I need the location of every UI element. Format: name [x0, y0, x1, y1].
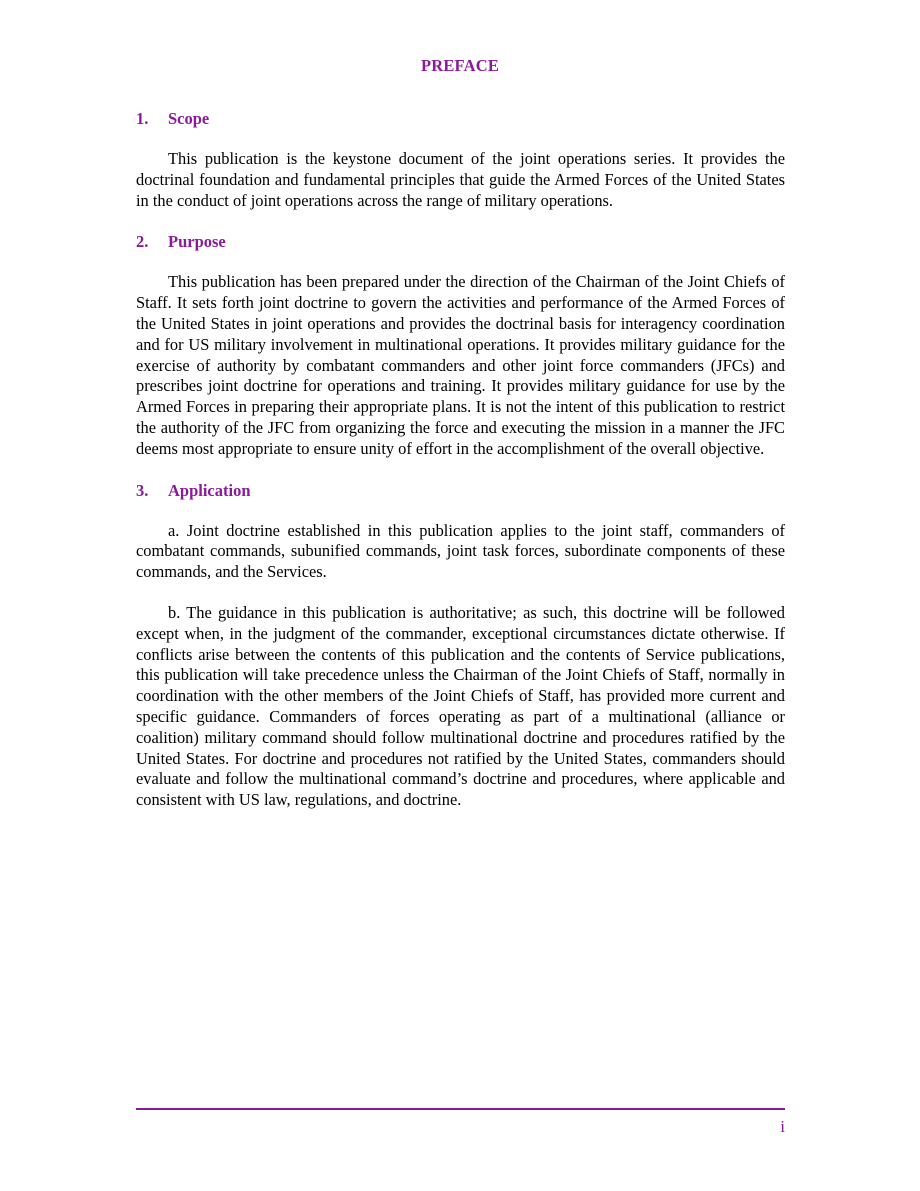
page-title: PREFACE [420, 56, 500, 75]
footer-divider [136, 1108, 785, 1110]
section-title: Application [168, 480, 251, 500]
section-number: 2. [136, 232, 149, 252]
section-number: 1. [136, 109, 149, 128]
paragraph-a: a. Joint doctrine established in this publication applies to the joint staff, commanders of combatant commands, subunified commands, joint task forces, subordinate components of these commands, and the Services. [136, 520, 785, 582]
paragraph: This publication is the keystone document of the joint operations series. It provides the doctrinal foundation and fundamental principles that guide the Armed Forces of the United States in the conduct of joint operations across the range of military operations. [136, 149, 785, 210]
page-number: i [780, 1117, 785, 1136]
section-heading [136, 108, 785, 130]
section-scope [136, 108, 785, 211]
section-heading [136, 231, 785, 253]
paragraph: This publication has been prepared under the direction of the Chairman of the Joint Chiefs of Staff. It sets forth joint doctrine to govern the activities and performance of the Armed Forces of the United States in joint operations and provides the doctrinal basis for interagency coordination and for US military involvement in multinational operations. It provides military guidance for the exercise of authority by combatant commanders and other joint force commanders (JFCs) and prescribes joint doctrine for operations and training. It provides military guidance for use by the Armed Forces in preparing their appropriate plans. It is not the intent of this publication to restrict the authority of the JFC from organizing the force and executing the mission in a manner the JFC deems most appropriate to ensure unity of effort in the accomplishment of the overall objective. [136, 272, 785, 458]
document-body [136, 108, 785, 831]
section-title: Scope [168, 109, 210, 128]
section-heading [136, 480, 785, 502]
section-application [136, 480, 785, 811]
section-number: 3. [136, 480, 149, 500]
section-purpose [136, 231, 785, 459]
paragraph-b: b. The guidance in this publication is authoritative; as such, this doctrine will be followed except when, in the judgment of the commander, exceptional circumstances dictate otherwise. If conflicts arise between the contents of this publication and the contents of Service publications, this publication will take precedence unless the Chairman of the Joint Chiefs of Staff, normally in coordination with the other members of the Joint Chiefs of Staff, has provided more current and specific guidance. Commanders of forces operating as part of a multinational (alliance or coalition) military command should follow multinational doctrine and procedures ratified by the United States. For doctrine and procedures not ratified by the United States, commanders should evaluate and follow the multinational command’s doctrine and procedures, where applicable and consistent with US law, regulations, and doctrine. [136, 602, 785, 810]
section-title: Purpose [168, 232, 226, 252]
